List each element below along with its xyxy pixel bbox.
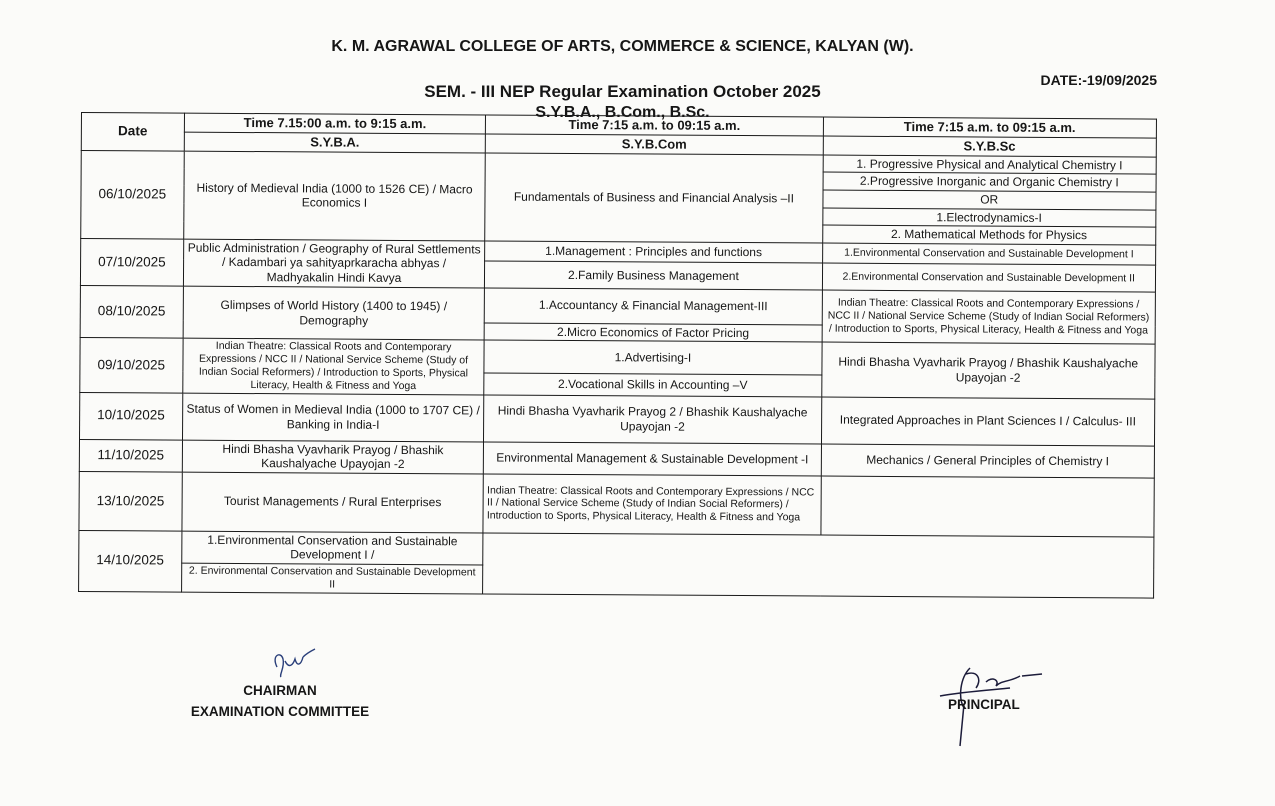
sc-subject: 2.Environmental Conservation and Sustainable Development II [822,263,1156,292]
ba-subject: Hindi Bhasha Vyavharik Prayog / Bhashik Kaushalyache Upayojan -2 [182,440,484,474]
table-row [79,471,1154,537]
com-subject: 1.Management : Principles and functions [485,241,822,263]
com-subject: 1.Advertising-I [484,340,821,375]
com-label: S.Y.B.Com [486,134,823,155]
ba-label: S.Y.B.A. [184,132,486,153]
timetable [78,112,1157,598]
class-list: S.Y.B.A., B.Com., B.Sc. [535,104,710,121]
sc-subject: Hindi Bhasha Vyavharik Prayog / Bhashik Kaushalyache Upayojan -2 [821,342,1155,398]
exam-date: 09/10/2025 [80,338,183,393]
sc-subject: 2.Progressive Inorganic and Organic Chemistry I [823,172,1157,192]
com-subject: Fundamentals of Business and Financial Analysis –II [485,153,823,243]
sc-subject: Indian Theatre: Classical Roots and Contemporary Expressions / NCC II / National Service Scheme (Study of Indian Social Reformers) / Introduction to Sports, Physical Literacy, Health & Fitness and Yoga [822,290,1156,345]
com-subject: 2.Vocational Skills in Accounting –V [484,373,821,396]
exam-date: 11/10/2025 [79,439,182,472]
table-row [80,338,1155,378]
exam-date: 14/10/2025 [79,530,182,591]
ba-subject: Indian Theatre: Classical Roots and Contemporary Expressions / NCC II / National Service Scheme (Study of Indian Social Reformers) / Introduction to Sports, Physical Literacy, Health & Fitness and Yoga [182,338,484,394]
exam-date: 08/10/2025 [80,285,183,338]
ba-subject: Glimpses of World History (1400 to 1945) / Demography [183,286,485,340]
ba-subject: Public Administration / Geography of Rural Settlements / Kadambari ya sahityaprkaracha abhyas / Madhyakalin Hindi Kavya [183,239,485,288]
ba-time: Time 7.15:00 a.m. to 9:15 a.m. [184,113,486,134]
sc-or: OR [822,190,1156,210]
chairman-signature-block [185,645,375,723]
date-header: Date [81,113,184,151]
ba-subject: Status of Women in Medieval India (1000 to 1707 CE) / Banking in India-I [182,393,484,442]
principal-title: PRINCIPAL [948,697,1020,712]
sc-subject: 1. Progressive Physical and Analytical Chemistry I [823,155,1157,175]
exam-date: 13/10/2025 [79,471,182,531]
com-subject: Hindi Bhasha Vyavharik Prayog 2 / Bhashik Kaushalyache Upayojan -2 [484,394,821,443]
sc-subject: Integrated Approaches in Plant Sciences I / Calculus- III [821,397,1155,446]
committee-title: EXAMINATION COMMITTEE [190,703,370,719]
empty-cell [483,533,1154,598]
ba-subject: History of Medieval India (1000 to 1526 CE) / Macro Economics I [183,151,485,241]
college-name: K. M. AGRAWAL COLLEGE OF ARTS, COMMERCE & SCIENCE, KALYAN (W). [331,38,914,55]
ba-subject: 1.Environmental Conservation and Sustainable Development I / [181,531,483,565]
com-subject: 2.Micro Economics of Factor Pricing [484,323,821,343]
table-row [80,392,1155,446]
sc-subject: Mechanics / General Principles of Chemistry I [821,444,1155,478]
exam-date: 10/10/2025 [80,392,183,440]
com-time: Time 7:15 a.m. to 09:15 a.m. [486,115,823,136]
exam-date: 06/10/2025 [81,150,184,239]
sc-label: S.Y.B.Sc [823,136,1157,157]
sc-time: Time 7:15 a.m. to 09:15 a.m. [823,117,1157,138]
exam-title: SEM. - III NEP Regular Examination October 2025 [424,82,821,101]
ba-subject: 2. Environmental Conservation and Sustainable Development II [181,563,483,593]
chairman-title: CHAIRMAN [243,683,317,698]
table-row [80,285,1155,327]
exam-date: 07/10/2025 [80,238,183,286]
notice-date: DATE:-19/09/2025 [1040,72,1157,88]
sc-empty [820,476,1154,537]
com-subject: 2.Family Business Management [485,261,822,290]
com-subject: Indian Theatre: Classical Roots and Contemporary Expressions / NCC II / National Service Scheme (Study of Indian Social Reformers) / Introduction to Sports, Physical Literacy, Health & Fitness and Yoga [483,474,821,535]
sc-subject: 2. Mathematical Methods for Physics [822,225,1156,245]
com-subject: 1.Accountancy & Financial Management-III [485,288,822,325]
sc-subject: 1.Environmental Conservation and Sustainable Development I [822,243,1156,265]
com-subject: Environmental Management & Sustainable Development -I [484,441,821,475]
ba-subject: Tourist Managements / Rural Enterprises [182,472,484,533]
chairman-signature [185,645,375,681]
sc-subject: 1.Electrodynamics-I [822,208,1156,228]
